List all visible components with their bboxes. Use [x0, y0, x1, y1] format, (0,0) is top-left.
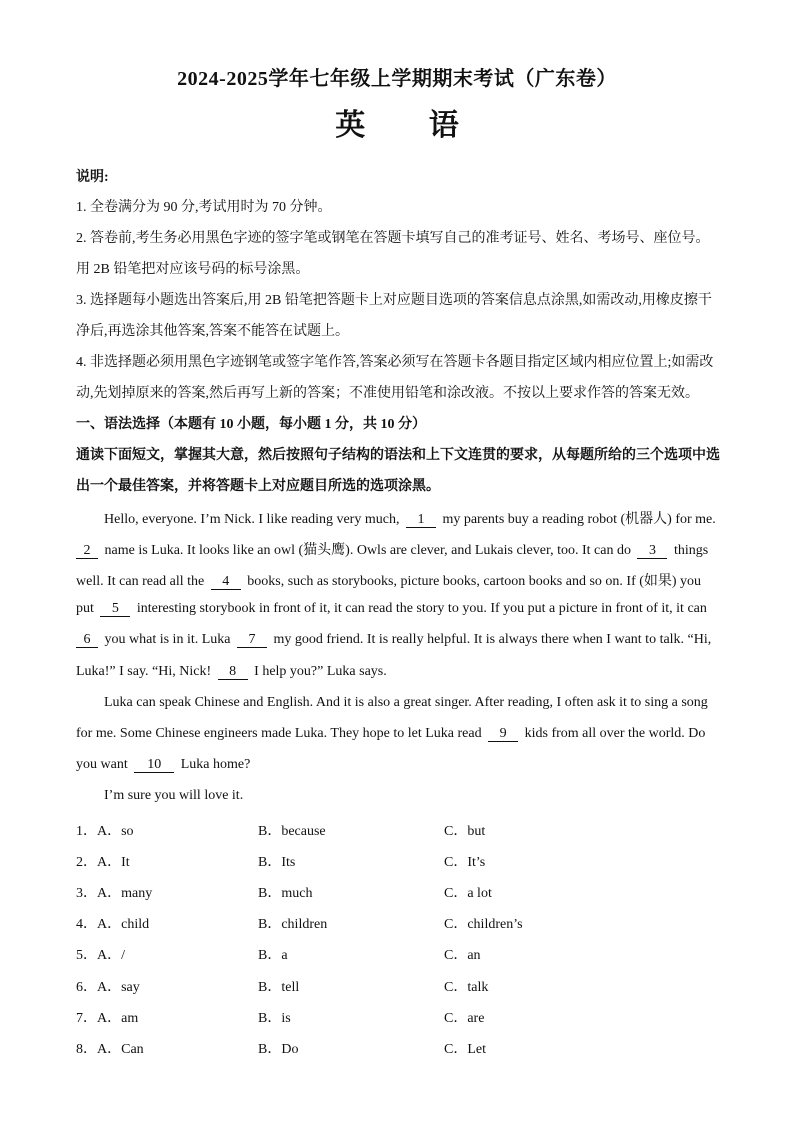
- question-4-option-a[interactable]: 4．A．child: [76, 917, 150, 932]
- blank-10: 10: [134, 758, 174, 773]
- passage-line-5: 6 you what is in it. Luka 7 my good friend. It is really helpful. It is always there when I want to talk. “Hi,: [76, 632, 720, 648]
- question-6-option-a[interactable]: 6．A．say: [76, 980, 140, 995]
- note-3-line-2: 净后,再选涂其他答案,答案不能答在试题上。: [76, 324, 349, 339]
- section-1-instruction-line-1: 通读下面短文，掌握其大意，然后按照句子结构的语法和上下文连贯的要求，从每题所给的三个选项中选: [76, 448, 720, 463]
- exam-title: 2024-2025学年七年级上学期期末考试（广东卷）: [177, 68, 617, 90]
- passage-line-7: Luka can speak Chinese and English. And it is also a great singer. After reading, I often ask it to sing a song: [104, 695, 708, 710]
- question-3-option-a[interactable]: 3．A．many: [76, 886, 153, 901]
- note-1: 1. 全卷满分为 90 分,考试用时为 70 分钟。: [76, 200, 332, 215]
- passage-line-4: put 5 interesting storybook in front of it, it can read the story to you. If you put a picture in front of it, it can: [76, 601, 707, 616]
- question-8-option-c[interactable]: C．Let: [444, 1042, 486, 1057]
- question-6-option-c[interactable]: C．talk: [444, 980, 489, 995]
- note-2-line-2: 用 2B 铅笔把对应该号码的标号涂黑。: [76, 262, 310, 277]
- question-4-option-b[interactable]: B．children: [258, 917, 328, 932]
- question-8-option-b[interactable]: B．Do: [258, 1042, 299, 1057]
- question-7-option-a[interactable]: 7．A．am: [76, 1011, 139, 1026]
- section-1-instruction-line-2: 出一个最佳答案，并将答题卡上对应题目所选的选项涂黑。: [76, 479, 440, 494]
- question-5-option-b[interactable]: B．a: [258, 948, 288, 963]
- section-1-heading: 一、语法选择（本题有 10 小题，每小题 1 分，共 10 分）: [76, 417, 426, 432]
- notes-heading: 说明:: [76, 170, 109, 185]
- blank-6: 6: [76, 633, 98, 648]
- question-8-option-a[interactable]: 8．A．Can: [76, 1042, 144, 1057]
- blank-8: 8: [218, 665, 248, 680]
- blank-7: 7: [237, 633, 267, 648]
- blank-9: 9: [488, 727, 518, 742]
- note-4-line-2: 动,先划掉原来的答案,然后再写上新的答案；不准使用铅笔和涂改液。不按以上要求作答的答案无效。: [76, 386, 699, 401]
- blank-3: 3: [637, 544, 667, 559]
- blank-4: 4: [211, 575, 241, 590]
- passage-line-6: Luka!” I say. “Hi, Nick! 8 I help you?” Luka says.: [76, 664, 387, 679]
- subject-title: 英 语: [335, 109, 487, 142]
- question-7-option-b[interactable]: B．is: [258, 1011, 291, 1026]
- question-3-option-c[interactable]: C．a lot: [444, 886, 492, 901]
- passage-line-1: Hello, everyone. I’m Nick. I like reading very much, 1 my parents buy a reading robot (机器人) for me.: [104, 512, 716, 527]
- passage-line-9: you want 10 Luka home?: [76, 757, 251, 772]
- question-5-option-a[interactable]: 5．A．/: [76, 948, 125, 963]
- question-1-option-b[interactable]: B．because: [258, 824, 326, 839]
- passage-line-3: well. It can read all the 4 books, such as storybooks, picture books, cartoon books and so on. If (如果) you: [76, 574, 702, 589]
- passage-line-2: 2 name is Luka. It looks like an owl (猫头鹰). Owls are clever, and Lukais clever, too. It can do 3 things: [76, 539, 720, 559]
- question-5-option-c[interactable]: C．an: [444, 948, 481, 963]
- note-3-line-1: 3. 选择题每小题选出答案后,用 2B 铅笔把答题卡上对应题目选项的答案信息点涂黑,如需改动,用橡皮擦干: [76, 293, 712, 308]
- blank-1: 1: [406, 513, 436, 528]
- question-1-option-c[interactable]: C．but: [444, 824, 486, 839]
- blank-2: 2: [76, 544, 98, 559]
- question-2-option-c[interactable]: C．It’s: [444, 855, 486, 870]
- question-1-option-a[interactable]: 1．A．so: [76, 824, 134, 839]
- question-3-option-b[interactable]: B．much: [258, 886, 313, 901]
- passage-line-8: for me. Some Chinese engineers made Luka. They hope to let Luka read 9 kids from all over the world. Do: [76, 726, 706, 741]
- question-6-option-b[interactable]: B．tell: [258, 980, 300, 995]
- question-2-option-a[interactable]: 2．A．It: [76, 855, 130, 870]
- question-4-option-c[interactable]: C．children’s: [444, 917, 523, 932]
- passage-line-10: I’m sure you will love it.: [104, 788, 244, 803]
- note-4-line-1: 4. 非选择题必须用黑色字迹钢笔或签字笔作答,答案必须写在答题卡各题目指定区域内相应位置上;如需改: [76, 355, 714, 370]
- blank-5: 5: [100, 602, 130, 617]
- question-7-option-c[interactable]: C．are: [444, 1011, 485, 1026]
- question-2-option-b[interactable]: B．Its: [258, 855, 296, 870]
- note-2-line-1: 2. 答卷前,考生务必用黑色字迹的签字笔或钢笔在答题卡填写自己的准考证号、姓名、考场号、座位号。: [76, 231, 710, 246]
